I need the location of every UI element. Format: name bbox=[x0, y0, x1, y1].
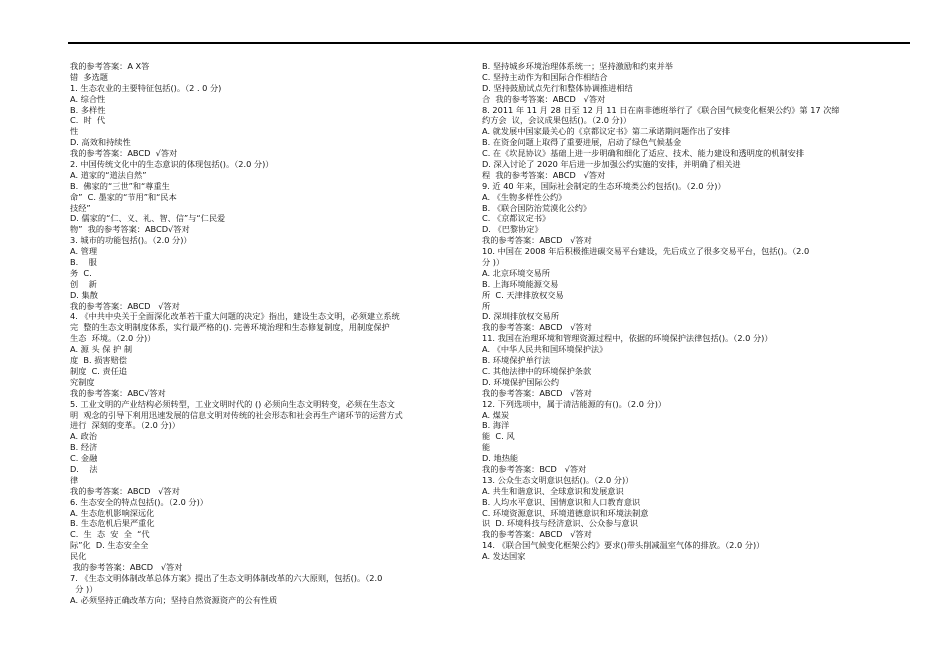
text-line: 14. 《联合国气候变化框架公约》要求()带头削减温室气体的排放。（2.0 分)） bbox=[482, 540, 765, 551]
text-line: 2. 中国传统文化中的生态意识的体现包括()。（2.0 分)） bbox=[70, 159, 274, 170]
text-line: A. 《生物多样性公约》 bbox=[482, 191, 567, 202]
text-line: 识 D. 环境科技与经济意识、公众参与意识 bbox=[482, 518, 638, 529]
text-line: A. 生态危机影响深远化 bbox=[70, 507, 155, 518]
text-line: D. 环境保护国际公约 bbox=[482, 376, 560, 387]
text-line: D. 深圳排放权交易所 bbox=[482, 311, 560, 322]
text-line: 所 bbox=[482, 300, 491, 311]
text-line: C. 坚持主动作为和国际合作相结合 bbox=[482, 71, 608, 82]
text-line: A. 共生和谐意识、全球意识和发展意识 bbox=[482, 485, 624, 496]
text-line: 4. 《中共中央关于全面深化改革若干重大问题的决定》指出，建设生态文明，必须建立系统 bbox=[70, 311, 400, 322]
text-line: D. 《巴黎协定》 bbox=[482, 224, 543, 235]
header-rule bbox=[68, 42, 910, 44]
text-line: C. 其他法律中的环境保护条款 bbox=[482, 365, 592, 376]
text-line: 我的参考答案：ABC√答对 bbox=[70, 387, 166, 398]
text-line: 民化 bbox=[70, 551, 87, 562]
text-line: 完 整的生态文明制度体系，实行最严格的(). 完善环境治理和生态修复制度，用制度保护 bbox=[70, 322, 390, 333]
text-line: 11. 我国在治理环境和管理资源过程中，依据的环境保护法律包括()。（2.0 分)） bbox=[482, 333, 773, 344]
text-line: B. 在资金问题上取得了重要进展，启动了绿色气候基金 bbox=[482, 137, 682, 148]
text-line: B. 环境保护单行法 bbox=[482, 355, 551, 366]
text-line: 我的参考答案：BCD √答对 bbox=[482, 463, 587, 474]
text-line: 我的参考答案：ABCD √答对 bbox=[70, 300, 180, 311]
text-line: 命” C. 墨家的“节用”和“民本 bbox=[70, 191, 177, 202]
text-line: 错 多选题 bbox=[70, 71, 108, 82]
text-line: 7. 《生态文明体制改革总体方案》提出了生态文明体制改革的六大原则，包括()。（2.0 bbox=[70, 572, 383, 583]
text-line: A. 煤炭 bbox=[482, 409, 510, 420]
text-line: C. 《京都议定书》 bbox=[482, 213, 551, 224]
text-line: 务 C. bbox=[70, 267, 92, 278]
text-line: B. 经济 bbox=[70, 442, 98, 453]
text-line: 我的参考答案：ABCD √答对 bbox=[482, 322, 592, 333]
text-line: B. 海洋 bbox=[482, 420, 510, 431]
text-line: 分 )） bbox=[482, 257, 505, 268]
text-line: A. 综合性 bbox=[70, 93, 106, 104]
text-line: 5. 工业文明的产业结构必须转型，工业文明时代的 () 必须向生态文明转变，必须在生态文 bbox=[70, 398, 395, 409]
text-line: 能 C. 风 bbox=[482, 431, 515, 442]
text-line: C. 生 态 安 全 “代 bbox=[70, 529, 150, 540]
text-line: 进行 深刻的变革。（2.0 分)） bbox=[70, 420, 180, 431]
text-line: 合 我的参考答案：ABCD √答对 bbox=[482, 93, 606, 104]
text-line: B. 坚持城乡环境治理体系统一；坚持激励和约束并举 bbox=[482, 61, 673, 71]
text-line: D. 法 bbox=[70, 463, 98, 474]
text-line: 律 bbox=[70, 474, 79, 485]
text-line: B. 《联合国防治荒漠化公约》 bbox=[482, 202, 592, 213]
text-line: D. 深入讨论了 2020 年后进一步加强公约实施的安排，并明确了相关进 bbox=[482, 159, 741, 170]
text-line: D. 集散 bbox=[70, 289, 98, 300]
text-line: 8. 2011 年 11 月 28 日至 12 月 11 日在南非德班举行了《联合国气候变化框架公约》第 17 次缔 bbox=[482, 104, 840, 115]
text-line: B. 服 bbox=[70, 257, 97, 268]
text-line: 6. 生态安全的特点包括()。（2.0 分)） bbox=[70, 496, 208, 507]
text-line: C. 在《坎昆协议》基础上进一步明确和细化了适应、技术、能力建设和透明度的机制安排 bbox=[482, 148, 805, 159]
text-line: 制度 C. 责任追 bbox=[70, 365, 128, 376]
text-line: 物” 我的参考答案：ABCD√答对 bbox=[70, 224, 190, 235]
text-line: D. 高效和持续性 bbox=[70, 137, 131, 148]
text-line: A. 《中华人民共和国环境保护法》 bbox=[482, 344, 608, 355]
text-line: D. 儒家的“仁、义、礼、智、信”与“仁民爱 bbox=[70, 213, 226, 224]
text-line: 我的参考答案：ABCD √答对 bbox=[482, 529, 592, 540]
text-line: 1. 生态农业的主要特征包括()。（2 . 0 分) bbox=[70, 82, 222, 93]
text-line: B. 上海环境能源交易 bbox=[482, 278, 559, 289]
left-column bbox=[70, 61, 470, 606]
text-line: 度 B. 损害赔偿 bbox=[70, 355, 127, 366]
text-line: 13. 公众生态文明意识包括()。（2.0 分)） bbox=[482, 474, 634, 485]
text-line: C. 金融 bbox=[70, 453, 98, 464]
text-line: A. 必须坚持正确改革方向；坚持自然资源资产的公有性质 bbox=[70, 594, 278, 605]
text-line: B. 生态危机后果严重化 bbox=[70, 518, 155, 529]
right-column bbox=[482, 61, 912, 562]
text-line: 分 )） bbox=[70, 583, 98, 594]
text-line: 3. 城市的功能包括()。（2.0 分)） bbox=[70, 235, 192, 246]
text-line: 创 新 bbox=[70, 278, 97, 289]
text-line: D. 坚持鼓励试点先行和整体协调推进相结 bbox=[482, 82, 633, 93]
text-line: 程 我的参考答案：ABCD √答对 bbox=[482, 169, 606, 180]
text-line: 12. 下列选项中，属于清洁能源的有()。（2.0 分)） bbox=[482, 398, 667, 409]
text-line: 际”化 D. 生态安全全 bbox=[70, 540, 149, 551]
text-line: D. 地热能 bbox=[482, 453, 519, 464]
text-line: 我的参考答案：ABCD √答对 bbox=[70, 485, 180, 496]
text-line: 我的参考答案：ABCD √答对 bbox=[70, 561, 183, 572]
text-line: B. 多样性 bbox=[70, 104, 106, 115]
text-line: 我的参考答案：ABCD √答对 bbox=[482, 235, 592, 246]
text-line: A. 道家的“道法自然” bbox=[70, 169, 147, 180]
text-line: C. 时 代 bbox=[70, 115, 106, 126]
text-line: 究制度 bbox=[70, 376, 95, 387]
text-line: 性 bbox=[70, 126, 79, 137]
text-line: A. 管理 bbox=[70, 246, 98, 257]
text-line: A. 发达国家 bbox=[482, 551, 526, 562]
text-line: A. 政治 bbox=[70, 431, 98, 442]
text-line: 技经” bbox=[70, 202, 91, 213]
text-line: B. 人均水平意识、国情意识和人口教育意识 bbox=[482, 496, 641, 507]
text-line: 我的参考答案：ABCD √答对 bbox=[482, 387, 592, 398]
text-line: 生态 环境。（2.0 分)） bbox=[70, 333, 156, 344]
text-line: 我的参考答案：ABCD √答对 bbox=[70, 148, 178, 159]
text-line: 约方会 议，会议成果包括()。（2.0 分)） bbox=[482, 115, 632, 126]
text-line: C. 环境资源意识、环境道德意识和环境法制意 bbox=[482, 507, 649, 518]
text-line: A. 源 头 保 护 制 bbox=[70, 344, 133, 355]
text-line: 明 观念的引导下利用迅速发展的信息文明对传统的社会形态和社会再生产诸环节的运营方式 bbox=[70, 409, 403, 420]
text-line: 我的参考答案：A X答 bbox=[70, 61, 150, 71]
text-line: 所 C. 天津排放权交易 bbox=[482, 289, 564, 300]
text-line: 能 bbox=[482, 442, 491, 453]
text-line: A. 就发展中国家最关心的《京都议定书》第二承诺期问题作出了安排 bbox=[482, 126, 731, 137]
text-line: A. 北京环境交易所 bbox=[482, 267, 550, 278]
text-line: 9. 近 40 年来，国际社会制定的生态环境类公约包括()。（2.0 分)） bbox=[482, 180, 726, 191]
text-line: 10. 中国在 2008 年后积极推进碳交易平台建设，先后成立了很多交易平台，包括()。（2.0 bbox=[482, 246, 810, 257]
text-line: B. 佛家的“三世”和“尊重生 bbox=[70, 180, 170, 191]
